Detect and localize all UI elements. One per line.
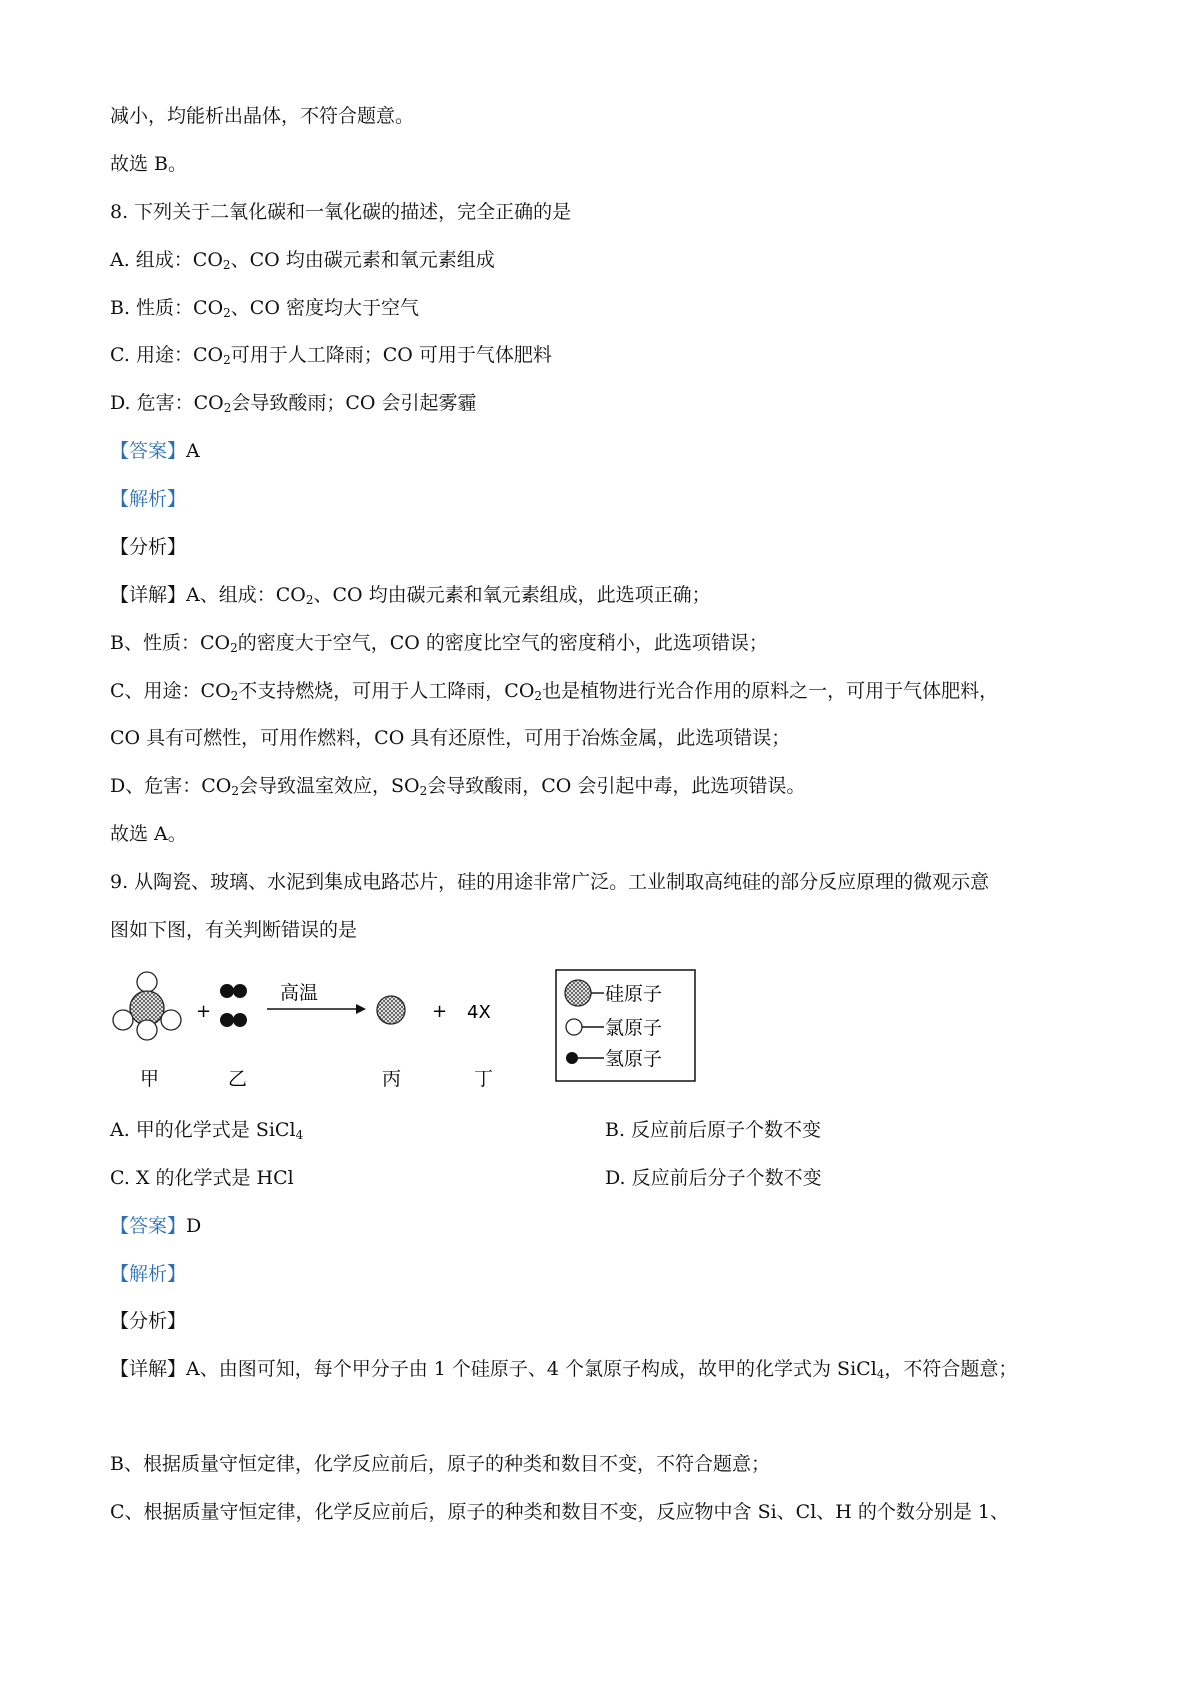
label-ding: 丁 xyxy=(474,1068,494,1090)
arrow-head-icon xyxy=(356,1004,366,1014)
q8-answer: 【答案】A xyxy=(110,440,200,462)
label-yi: 乙 xyxy=(228,1068,248,1090)
legend xyxy=(556,970,695,1081)
plus-sign: + xyxy=(196,1001,212,1022)
hydrogen-atom xyxy=(233,1013,247,1027)
q9-option-b: B. 反应前后原子个数不变 xyxy=(605,1119,822,1141)
hydrogen-atom xyxy=(220,1013,234,1027)
legend-silicon-icon xyxy=(565,980,591,1006)
q8-stem: 8. 下列关于二氧化碳和一氧化碳的描述，完全正确的是 xyxy=(110,201,572,223)
chlorine-atom xyxy=(137,1020,157,1040)
q8-detail-a: 【详解】A、组成：$CO_2$、CO 均由碳元素和氧元素组成，此选项正确； xyxy=(110,584,711,607)
q7-tail-line1: 减小，均能析出晶体，不符合题意。 xyxy=(110,105,415,127)
q9-fenxi: 【分析】 xyxy=(110,1310,187,1332)
arrow-label: 高温 xyxy=(280,982,319,1004)
q9-answer: 【答案】D xyxy=(110,1215,202,1237)
chlorine-atom xyxy=(113,1010,133,1030)
q8-analysis-tag: 【解析】 xyxy=(110,488,187,510)
q9-analysis-tag: 【解析】 xyxy=(110,1263,187,1285)
label-bing: 丙 xyxy=(382,1068,402,1090)
legend-hydrogen-label: 氢原子 xyxy=(605,1048,663,1070)
product-silicon-atom xyxy=(377,996,405,1024)
q8-detail-c1: C、用途：$CO_2$不支持燃烧，可用于人工降雨，$CO_2$也是植物进行光合作用的原料之一，可用于气体肥料， xyxy=(110,680,999,703)
q9-stem-line1: 9. 从陶瓷、玻璃、水泥到集成电路芯片，硅的用途非常广泛。工业制取高纯硅的部分反应原理的微观示意 xyxy=(110,871,990,893)
q8-option-b: B. 性质：$CO_2$、CO 密度均大于空气 xyxy=(110,297,419,320)
label-jia: 甲 xyxy=(140,1068,160,1090)
q9-option-a: A. 甲的化学式是 SiCl$_4$ xyxy=(110,1119,304,1142)
q8-option-a: A. 组成：$CO_2$、CO 均由碳元素和氧元素组成 xyxy=(110,249,495,272)
q9-option-c: C. X 的化学式是 HCl xyxy=(110,1167,294,1189)
q8-option-d: D. 危害：$CO_2$会导致酸雨；CO 会引起雾霾 xyxy=(110,392,477,415)
chlorine-atom xyxy=(137,972,157,992)
answer-tag: 【答案】 xyxy=(110,1215,187,1237)
q8-detail-b: B、性质：$CO_2$的密度大于空气，CO 的密度比空气的密度稍小，此选项错误； xyxy=(110,632,768,655)
q9-option-d: D. 反应前后分子个数不变 xyxy=(605,1167,822,1189)
legend-chlorine-icon xyxy=(566,1019,582,1035)
q8-option-c: C. 用途：$CO_2$可用于人工降雨；CO 可用于气体肥料 xyxy=(110,344,552,367)
q9-detail-a: 【详解】A、由图可知，每个甲分子由 1 个硅原子、4 个氯原子构成，故甲的化学式为 SiCl$_4$，不符合题意； xyxy=(110,1358,1018,1381)
q8-fenxi: 【分析】 xyxy=(110,536,187,558)
q8-conclusion: 故选 A。 xyxy=(110,823,187,845)
q8-detail-d: D、危害：$CO_2$会导致温室效应，$SO_2$会导致酸雨，CO 会引起中毒，此选项错误。 xyxy=(110,775,806,798)
q7-conclusion: 故选 B。 xyxy=(110,153,188,175)
plus-sign: + xyxy=(432,1001,448,1022)
legend-silicon-label: 硅原子 xyxy=(605,983,663,1005)
molecule-jia xyxy=(113,972,181,1040)
q9-detail-b: B、根据质量守恒定律，化学反应前后，原子的种类和数目不变，不符合题意； xyxy=(110,1453,770,1475)
product-d: 4X xyxy=(467,1002,491,1023)
legend-chlorine-label: 氯原子 xyxy=(605,1017,663,1039)
chlorine-atom xyxy=(161,1010,181,1030)
answer-tag: 【答案】 xyxy=(110,440,187,462)
reaction-diagram xyxy=(112,965,702,1095)
hydrogen-atom xyxy=(220,984,234,998)
legend-hydrogen-icon xyxy=(566,1052,578,1064)
molecule-yi xyxy=(220,984,247,1027)
q9-detail-c: C、根据质量守恒定律，化学反应前后，原子的种类和数目不变，反应物中含 Si、Cl、H 的个数分别是 1、 xyxy=(110,1501,1010,1523)
q8-detail-c2: CO 具有可燃性，可用作燃料，CO 具有还原性，可用于冶炼金属，此选项错误； xyxy=(110,727,791,749)
q9-stem-line2: 图如下图，有关判断错误的是 xyxy=(110,919,358,941)
hydrogen-atom xyxy=(233,984,247,998)
